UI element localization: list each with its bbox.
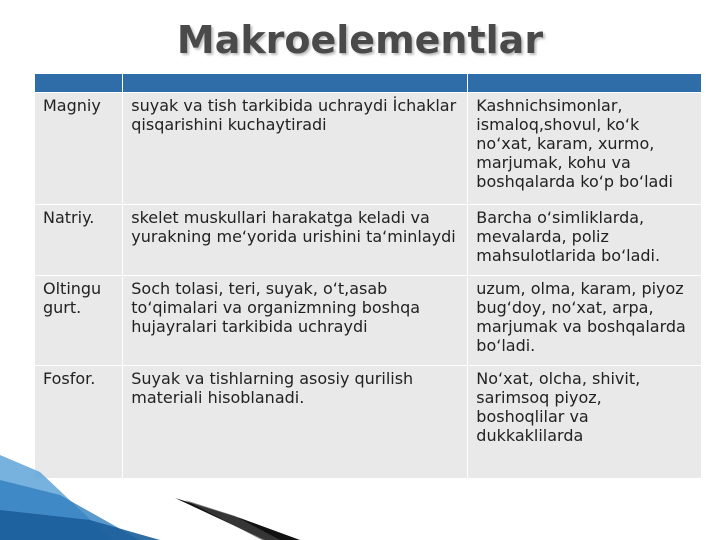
header-cell <box>35 74 123 93</box>
sources-cell: uzum, olma, karam, piyoz bug‘doy, no‘xat, arpa, marjumak va boshqalarda bo‘ladi. <box>468 276 702 366</box>
header-cell <box>123 74 468 93</box>
element-cell: Oltingu gurt. <box>35 276 123 366</box>
header-cell <box>468 74 702 93</box>
function-cell: Suyak va tishlarning asosiy qurilish materiali hisoblanadi. <box>123 366 468 479</box>
element-cell: Magniy <box>35 93 123 205</box>
table-row <box>35 276 702 366</box>
sources-cell: Kashnichsimonlar, ismaloq,shovul, ko‘k no‘xat, karam, xurmo, marjumak, kohu va boshqalarda ko‘p bo‘ladi <box>468 93 702 205</box>
function-cell: suyak va tish tarkibida uchraydi İchaklar qisqarishini kuchaytiradi <box>123 93 468 205</box>
sources-cell: No‘xat, olcha, shivit, sarimsoq piyoz, boshoqlilar va dukkaklilarda <box>468 366 702 479</box>
element-cell: Fosfor. <box>35 366 123 479</box>
slide-title: Makroelementlar <box>176 18 544 62</box>
function-cell: Soch tolasi, teri, suyak, o‘t,asab to‘qimalari va organizmning boshqa hujayralari tarkibida uchraydi <box>123 276 468 366</box>
element-cell: Natriy. <box>35 205 123 276</box>
table-row <box>35 93 702 205</box>
decorative-swoosh <box>0 440 720 540</box>
table-header-row <box>35 74 702 93</box>
macroelements-table <box>34 73 702 479</box>
function-cell: skelet muskullari harakatga keladi va yurakning me‘yorida urishini ta‘minlaydi <box>123 205 468 276</box>
table-row <box>35 205 702 276</box>
sources-cell: Barcha o‘simliklarda, mevalarda, poliz mahsulotlarida bo‘ladi. <box>468 205 702 276</box>
